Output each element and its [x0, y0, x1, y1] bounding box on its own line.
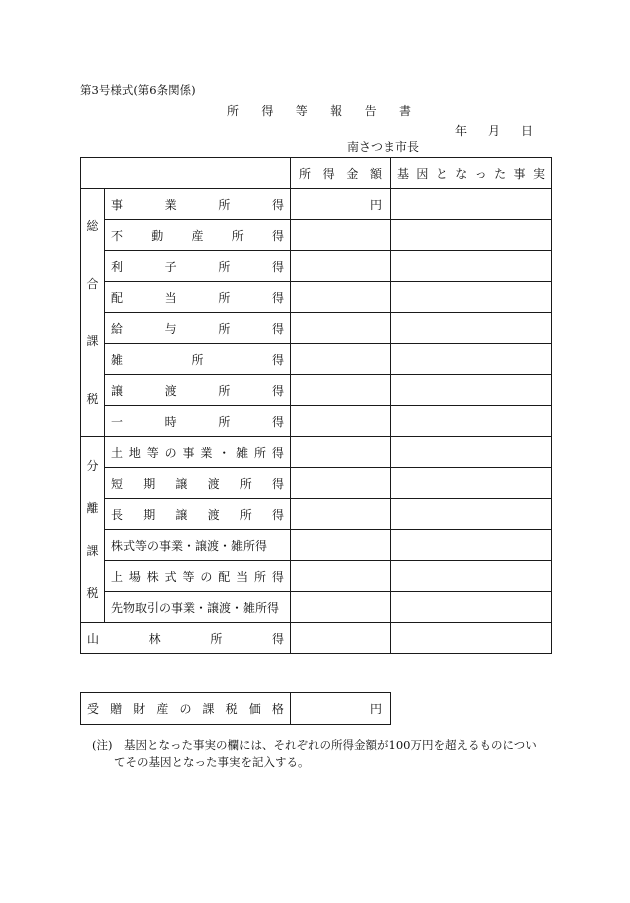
gift-property-row — [81, 693, 391, 725]
group-label — [81, 437, 104, 622]
income-type-label — [105, 344, 291, 375]
basis-facts-cell[interactable] — [391, 468, 552, 499]
label-char: 株式等の事業・譲渡・雑所得 — [111, 538, 268, 553]
basis-facts-cell[interactable] — [391, 282, 552, 313]
income-row — [81, 375, 552, 406]
income-type-label — [105, 592, 291, 623]
label-char: 所 — [254, 445, 267, 460]
income-amount-cell[interactable] — [291, 592, 391, 623]
label-char: 得 — [271, 290, 284, 305]
label-char: 事 — [111, 197, 124, 212]
group-label-cell — [81, 437, 105, 623]
income-amount-cell[interactable] — [291, 623, 391, 654]
income-amount-cell[interactable] — [291, 499, 391, 530]
label-char: 所 — [239, 476, 252, 491]
income-row — [81, 437, 552, 468]
label-char: 得 — [271, 476, 284, 491]
note-line-2: てその基因となった事実を記入する。 — [114, 755, 310, 769]
header-char: た — [494, 166, 507, 181]
income-type-label — [105, 189, 291, 220]
group-label-char: 課 — [86, 543, 99, 558]
label-char: 財 — [133, 702, 146, 716]
title-char: 告 — [364, 104, 377, 118]
label-char: 時 — [164, 414, 177, 429]
group-label-char: 分 — [86, 459, 99, 474]
label-char: 雑 — [111, 352, 124, 367]
basis-facts-cell[interactable] — [391, 561, 552, 592]
income-amount-cell[interactable] — [291, 530, 391, 561]
label-char: 業 — [164, 197, 177, 212]
label-char: 期 — [143, 476, 156, 491]
income-amount-cell[interactable] — [291, 375, 391, 406]
income-type-label — [105, 406, 291, 437]
income-row — [81, 313, 552, 344]
income-type-label — [105, 468, 291, 499]
income-amount-cell[interactable] — [291, 282, 391, 313]
group-label-char: 総 — [86, 218, 99, 233]
date-day-label: 日 — [520, 124, 533, 138]
income-row — [81, 251, 552, 282]
label-char: 所 — [239, 507, 252, 522]
label-char: の — [164, 445, 177, 460]
basis-facts-cell[interactable] — [391, 375, 552, 406]
label-char: 得 — [271, 445, 284, 460]
label-char: 等 — [182, 569, 195, 584]
label-char: 期 — [143, 507, 156, 522]
label-char: 渡 — [207, 476, 220, 491]
label-char: 価 — [248, 702, 261, 716]
basis-facts-header — [391, 158, 552, 189]
date-year-label: 年 — [455, 124, 468, 138]
date-line — [455, 122, 533, 139]
income-type-label — [105, 251, 291, 282]
group-label-char: 税 — [86, 585, 99, 600]
label-char: 土 — [111, 445, 124, 460]
income-amount-cell[interactable] — [291, 344, 391, 375]
label-char: 渡 — [207, 507, 220, 522]
income-row — [81, 592, 552, 623]
label-char: 配 — [111, 290, 124, 305]
income-type-label — [105, 530, 291, 561]
income-table — [80, 157, 552, 654]
basis-facts-cell[interactable] — [391, 220, 552, 251]
income-row — [81, 344, 552, 375]
income-amount-cell[interactable] — [291, 220, 391, 251]
income-type-label — [105, 561, 291, 592]
income-row — [81, 189, 552, 220]
label-char: 子 — [164, 259, 177, 274]
label-char: 産 — [191, 228, 204, 243]
label-char: 得 — [271, 321, 284, 336]
label-char: 一 — [111, 414, 124, 429]
group-label — [81, 189, 104, 436]
label-char: 所 — [218, 383, 231, 398]
document-title — [0, 102, 630, 119]
gift-property-label — [81, 693, 291, 725]
label-char: 業 — [200, 445, 213, 460]
basis-facts-cell[interactable] — [391, 313, 552, 344]
label-char: 当 — [236, 569, 249, 584]
header-char: 額 — [369, 166, 382, 181]
label-char: 譲 — [175, 507, 188, 522]
label-char: 不 — [111, 228, 124, 243]
header-char: 因 — [416, 166, 429, 181]
income-type-label — [105, 220, 291, 251]
label-char: 利 — [111, 259, 124, 274]
label-char: 格 — [271, 702, 284, 716]
label-char: 産 — [156, 702, 169, 716]
income-row — [81, 499, 552, 530]
label-char: 山 — [87, 631, 100, 646]
label-char: 得 — [271, 569, 284, 584]
header-char: っ — [474, 166, 487, 181]
label-char: 税 — [225, 702, 238, 716]
title-char: 得 — [261, 104, 274, 118]
basis-facts-cell[interactable] — [391, 530, 552, 561]
forestry-income-row — [81, 623, 552, 654]
header-char: と — [435, 166, 448, 181]
label-char: 譲 — [111, 383, 124, 398]
table-header-row — [81, 158, 552, 189]
group-label-cell — [81, 189, 105, 437]
title-char: 等 — [295, 104, 308, 118]
label-char: 先物取引の事業・譲渡・雑所得 — [111, 600, 280, 615]
group-label-char: 離 — [86, 501, 99, 516]
income-type-label — [105, 437, 291, 468]
basis-facts-cell[interactable] — [391, 344, 552, 375]
gift-property-amount-cell[interactable]: 円 — [291, 693, 391, 725]
group-label-char: 合 — [86, 276, 99, 291]
basis-facts-cell[interactable] — [391, 592, 552, 623]
income-row — [81, 406, 552, 437]
basis-facts-cell[interactable] — [391, 189, 552, 220]
income-row — [81, 220, 552, 251]
label-char: 得 — [271, 383, 284, 398]
header-char: な — [455, 166, 468, 181]
label-char: 得 — [271, 197, 284, 212]
note — [92, 737, 552, 771]
forestry-income-label — [81, 623, 291, 654]
group-label-char: 課 — [86, 334, 99, 349]
date-month-label: 月 — [487, 124, 500, 138]
label-char: 等 — [146, 445, 159, 460]
label-char: 所 — [231, 228, 244, 243]
label-char: 所 — [218, 414, 231, 429]
label-char: 長 — [111, 507, 124, 522]
income-type-label — [105, 313, 291, 344]
label-char: 譲 — [175, 476, 188, 491]
header-char: 金 — [346, 166, 359, 181]
income-type-label — [105, 375, 291, 406]
income-type-label — [105, 282, 291, 313]
header-blank-cell — [81, 158, 291, 189]
basis-facts-cell[interactable] — [391, 251, 552, 282]
label-char: 得 — [271, 414, 284, 429]
gift-property-table — [80, 692, 391, 725]
label-char: 所 — [254, 569, 267, 584]
label-char: の — [200, 569, 213, 584]
title-char: 書 — [398, 104, 411, 118]
label-char: 所 — [218, 197, 231, 212]
income-amount-header — [291, 158, 391, 189]
addressee: 南さつま市長 — [347, 140, 420, 154]
label-char: 得 — [271, 259, 284, 274]
label-char: 式 — [164, 569, 177, 584]
income-row — [81, 282, 552, 313]
header-char: 得 — [322, 166, 335, 181]
label-char: 事 — [182, 445, 195, 460]
label-char: 贈 — [110, 702, 123, 716]
label-char: 所 — [218, 321, 231, 336]
label-char: 所 — [218, 290, 231, 305]
header-char: 実 — [532, 166, 545, 181]
label-char: 所 — [218, 259, 231, 274]
label-char: 得 — [271, 631, 284, 646]
basis-facts-cell[interactable] — [391, 406, 552, 437]
basis-facts-cell[interactable] — [391, 499, 552, 530]
label-char: 当 — [164, 290, 177, 305]
label-char: 場 — [128, 569, 141, 584]
income-amount-cell[interactable] — [291, 468, 391, 499]
label-char: 受 — [87, 702, 100, 716]
label-char: 雑 — [236, 445, 249, 460]
label-char: 渡 — [164, 383, 177, 398]
title-char: 報 — [330, 104, 343, 118]
income-amount-cell[interactable] — [291, 251, 391, 282]
label-char: 得 — [271, 352, 284, 367]
basis-facts-cell[interactable] — [391, 623, 552, 654]
label-char: 動 — [151, 228, 164, 243]
label-char: 給 — [111, 321, 124, 336]
header-char: 所 — [299, 166, 312, 181]
label-char: 配 — [218, 569, 231, 584]
label-char: の — [179, 702, 192, 716]
label-char: 上 — [111, 569, 124, 584]
form-number: 第3号様式(第6条関係) — [80, 83, 196, 97]
note-marker: (注) — [92, 738, 113, 752]
header-char: 基 — [397, 166, 410, 181]
label-char: 所 — [210, 631, 223, 646]
income-amount-cell[interactable] — [291, 437, 391, 468]
label-char: 得 — [271, 228, 284, 243]
label-char: 林 — [148, 631, 161, 646]
title-char: 所 — [227, 104, 240, 118]
note-line-1: 基因となった事実の欄には、それぞれの所得金額が100万円を超えるものについ — [124, 738, 537, 752]
income-row — [81, 561, 552, 592]
basis-facts-cell[interactable] — [391, 437, 552, 468]
income-amount-cell[interactable] — [291, 561, 391, 592]
label-char: 与 — [164, 321, 177, 336]
income-amount-cell[interactable] — [291, 313, 391, 344]
income-amount-cell[interactable]: 円 — [291, 189, 391, 220]
label-char: 得 — [271, 507, 284, 522]
group-label-char: 税 — [86, 392, 99, 407]
income-row — [81, 530, 552, 561]
label-char: ・ — [218, 445, 231, 460]
income-row — [81, 468, 552, 499]
header-char: 事 — [513, 166, 526, 181]
income-amount-cell[interactable] — [291, 406, 391, 437]
label-char: 所 — [191, 352, 204, 367]
label-char: 地 — [128, 445, 141, 460]
label-char: 短 — [111, 476, 124, 491]
income-type-label — [105, 499, 291, 530]
label-char: 株 — [146, 569, 159, 584]
label-char: 課 — [202, 702, 215, 716]
